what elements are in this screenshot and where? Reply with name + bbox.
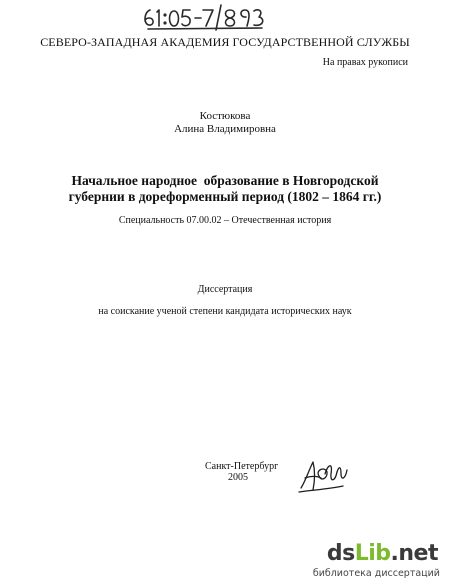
year: 2005: [228, 472, 248, 483]
title-line-1: Начальное народное образование в Новгородской: [71, 173, 379, 188]
dslib-watermark: [290, 541, 450, 582]
watermark-caption: библиотека диссертаций: [312, 568, 440, 579]
handwritten-signature: [295, 452, 355, 496]
logo-net: net: [398, 541, 438, 566]
institution-name: СЕВЕРО-ЗАПАДНАЯ АКАДЕМИЯ ГОСУДАРСТВЕННОЙ СЛУЖБЫ: [40, 35, 410, 49]
dissertation-title: [40, 173, 410, 205]
specialty-line: Специальность 07.00.02 – Отечественная история: [118, 215, 332, 226]
city: Санкт-Петербург: [205, 461, 279, 472]
logo-ds: ds: [326, 541, 355, 566]
rights-note: На правах рукописи: [322, 57, 408, 68]
signature-graphic: [295, 452, 355, 496]
logo-lib: Lib: [354, 541, 391, 566]
dslib-logo[interactable]: [327, 541, 438, 566]
author-given-names: Алина Владимировна: [174, 123, 276, 135]
degree-line: на соискание ученой степени кандидата исторических наук: [98, 306, 352, 317]
document-type: Диссертация: [197, 284, 253, 295]
logo-dot: .: [390, 541, 399, 566]
author-surname: Костюкова: [199, 110, 251, 122]
title-line-2: губернии в дореформенный период (1802 – 1864 гг.): [68, 189, 382, 204]
archive-handwritten-number: [140, 2, 270, 32]
